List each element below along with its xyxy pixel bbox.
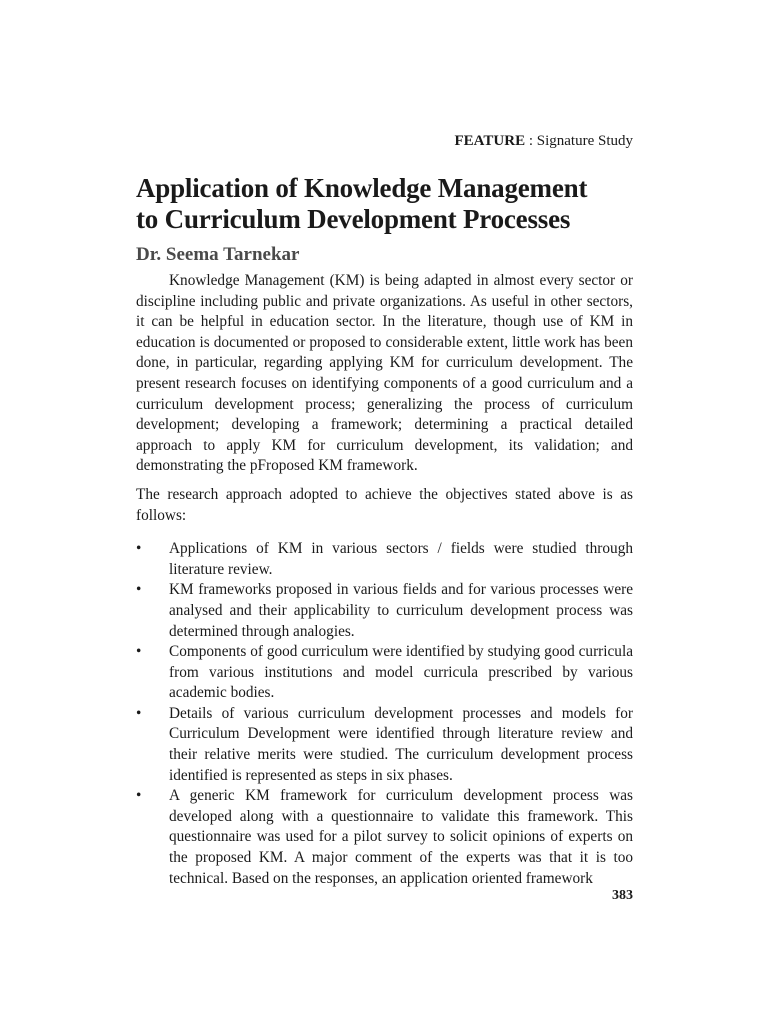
list-item	[136, 580, 633, 642]
list-item-text: Details of various curriculum development processes and models for Curriculum Development were identified through literature review and their relative merits were studied. The curriculum development process identified is represented as steps in six phases.	[169, 704, 633, 784]
bullet-marker: •	[136, 581, 142, 599]
approach-paragraph: The research approach adopted to achieve the objectives stated above is as follows:	[136, 485, 633, 524]
author-name: Dr. Seema Tarnekar	[136, 244, 300, 265]
bullet-marker: •	[136, 643, 142, 661]
header-label: FEATURE	[454, 133, 526, 149]
list-item-text: A generic KM framework for curriculum development process was developed along with a questionnaire to validate this framework. This questionnaire was used for a pilot survey to solicit opinions of experts on the proposed KM. A major comment of the experts was that it is too technical. Based on the responses, an application oriented framework	[169, 787, 633, 887]
running-header	[455, 131, 633, 151]
approach-list	[136, 539, 633, 889]
list-item-text: KM frameworks proposed in various fields and for various processes were analysed and their applicability to curriculum development process was determined through analogies.	[169, 581, 633, 640]
bullet-marker: •	[136, 704, 142, 722]
intro-paragraph: Knowledge Management (KM) is being adapted in almost every sector or discipline including public and private organizations. As useful in other sectors, it can be helpful in education sector. In the literature, though use of KM in education is documented or proposed to considerable extent, little work has been done, in particular, regarding applying KM for curriculum development. The present research focuses on identifying components of a good curriculum and a curriculum development process; generalizing the process of curriculum development; developing a framework; determining a practical detailed approach to apply KM for curriculum development, its validation; and demonstrating the pFroposed KM framework.	[136, 272, 633, 475]
list-item	[136, 786, 633, 889]
list-item-text: Components of good curriculum were identified by studying good curricula from various institutions and model curricula prescribed by various academic bodies.	[169, 643, 633, 702]
article-body	[136, 271, 633, 889]
list-item	[136, 539, 633, 580]
article-title	[136, 173, 633, 235]
page-number: 383	[612, 888, 633, 903]
header-section: Signature Study	[536, 133, 633, 149]
header-separator: :	[525, 133, 537, 149]
bullet-marker: •	[136, 787, 142, 805]
bullet-marker: •	[136, 540, 142, 558]
title-line-1: Application of Knowledge Management	[136, 173, 588, 203]
list-item	[136, 704, 633, 786]
title-line-2: to Curriculum Development Processes	[136, 204, 571, 234]
list-item	[136, 642, 633, 704]
list-item-text: Applications of KM in various sectors / fields were studied through literature review.	[169, 540, 633, 578]
